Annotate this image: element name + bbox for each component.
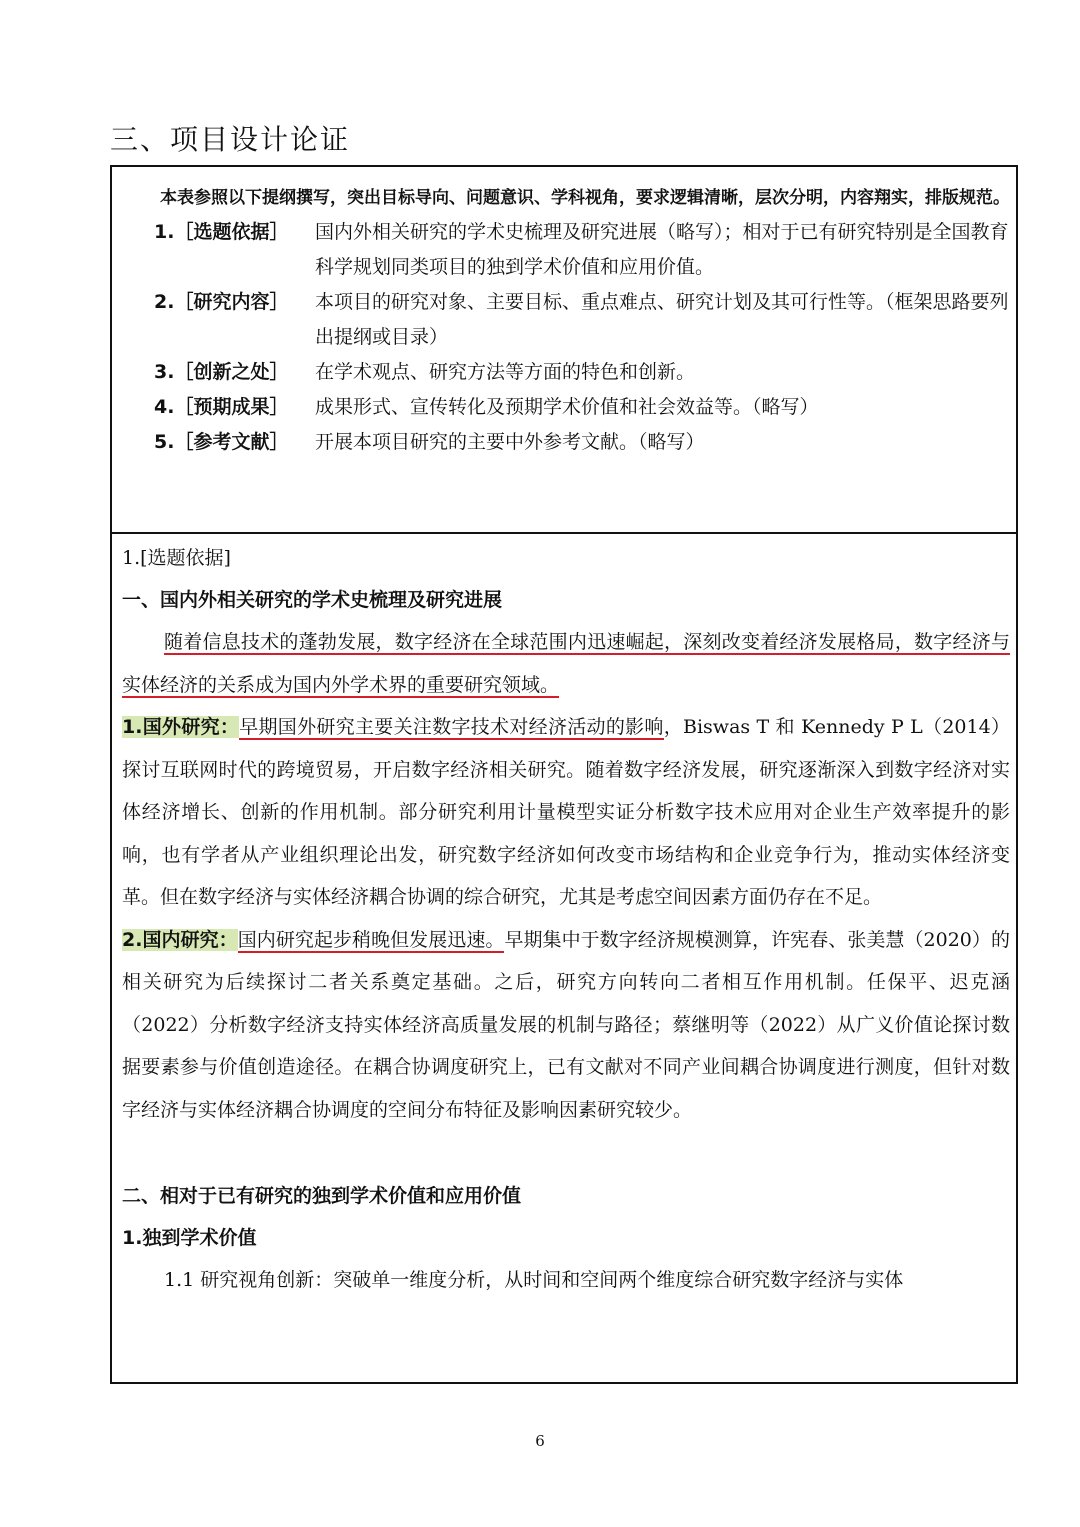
guide-item-3	[122, 355, 1010, 390]
spacer	[122, 1131, 1010, 1175]
page-number: 6	[535, 1432, 545, 1450]
outline-guide	[122, 182, 1010, 460]
guide-item-desc: 开展本项目研究的主要中外参考文献。（略写）	[315, 431, 705, 453]
underlined-text: 国内研究起步稍晚但发展迅速。	[237, 928, 505, 951]
sub-heading-academic-value: 1.独到学术价值	[122, 1227, 257, 1249]
foreign-research-paragraph	[122, 706, 1010, 919]
guide-item-2	[122, 285, 1010, 355]
paragraph-text: 早期集中于数字经济规模测算，许宪春、张美慧（2020）的相关研究为后续探讨二者关系奠定基础。之后，研究方向转向二者相互作用机制。任保平、迟克涵（2022）分析数字经济支持实体经济高质量发展的机制与路径；蔡继明等（2022）从广义价值论探讨数据要素参与价值创造途径。在耦合协调度研究上，已有文献对不同产业间耦合协调度进行测度，但针对数字经济与实体经济耦合协调度的空间分布特征及影响因素研究较少。	[122, 928, 1010, 1121]
section-title: 三、项目设计论证	[110, 123, 351, 156]
heading-value: 二、相对于已有研究的独到学术价值和应用价值	[122, 1185, 522, 1207]
paragraph-text: ，Biswas T 和 Kennedy P L（2014）探讨互联网时代的跨境贸易，开启数字经济相关研究。随着数字经济发展，研究逐渐深入到数字经济对实体经济增长、创新的作用机制。部分研究利用计量模型实证分析数字技术应用对企业生产效率提升的影响，也有学者从产业组织理论出发，研究数字经济如何改变市场结构和企业竞争行为，推动实体经济变革。但在数字经济与实体经济耦合协调的综合研究，尤其是考虑空间因素方面仍存在不足。	[122, 716, 1010, 908]
body-content	[122, 537, 1010, 1302]
guide-item-num: 2.［研究内容］	[154, 291, 289, 313]
underlined-text: 随着信息技术的蓬勃发展，数字经济在全球范围内迅速崛起，深刻改变着经济发展格局，数字经济与实体经济的关系成为国内外学术界的重要研究领域。	[122, 631, 1010, 696]
guide-intro: 本表参照以下提纲撰写，突出目标导向、问题意识、学科视角，要求逻辑清晰，层次分明，内容翔实，排版规范。	[160, 188, 1010, 208]
research-perspective-paragraph: 1.1 研究视角创新：突破单一维度分析，从时间和空间两个维度综合研究数字经济与实体	[164, 1269, 904, 1291]
guide-item-1	[122, 215, 1010, 285]
guide-item-num: 3.［创新之处］	[154, 361, 289, 383]
guide-item-desc: 国内外相关研究的学术史梳理及研究进展（略写）；相对于已有研究特别是全国教育科学规划同类项目的独到学术价值和应用价值。	[315, 221, 1009, 278]
guide-item-desc: 本项目的研究对象、主要目标、重点难点、研究计划及其可行性等。（框架思路要列出提纲或目录）	[315, 291, 1009, 348]
table-divider	[110, 532, 1018, 534]
guide-item-num: 5.［参考文献］	[154, 431, 289, 453]
guide-item-desc: 成果形式、宣传转化及预期学术价值和社会效益等。（略写）	[315, 396, 819, 418]
highlighted-label: 2.国内研究：	[122, 928, 238, 951]
guide-item-desc: 在学术观点、研究方法等方面的特色和创新。	[315, 361, 696, 383]
intro-paragraph	[122, 621, 1010, 706]
guide-item-num: 4.［预期成果］	[154, 396, 289, 418]
guide-item-num: 1.［选题依据］	[154, 221, 289, 243]
guide-item-4	[122, 390, 1010, 425]
guide-item-5	[122, 425, 1010, 460]
domestic-research-paragraph	[122, 919, 1010, 1132]
heading-research-history: 一、国内外相关研究的学术史梳理及研究进展	[122, 589, 503, 611]
highlighted-label: 1.国外研究：	[122, 716, 240, 738]
underlined-text: 早期国外研究主要关注数字技术对经济活动的影响	[239, 716, 664, 738]
part-label: 1.[选题依据]	[122, 547, 231, 569]
